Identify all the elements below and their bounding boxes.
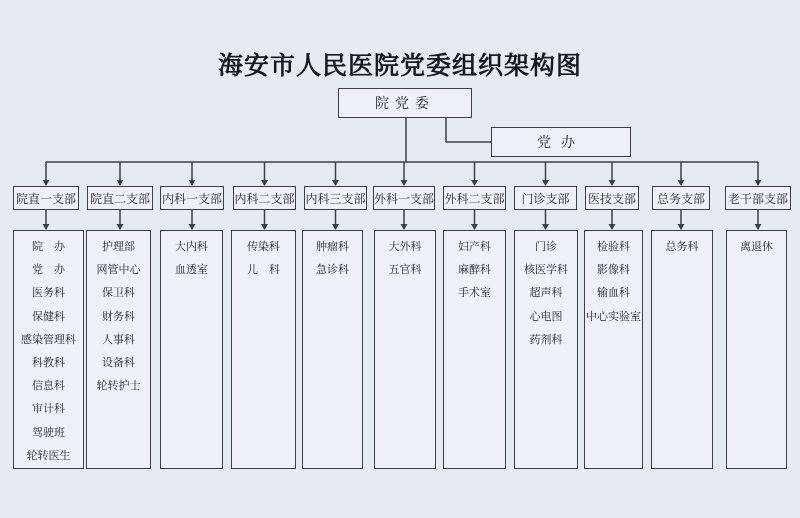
dept-item: 妇产科 [458, 240, 491, 253]
branch-node: 院直二支部 [87, 186, 153, 210]
dept-item: 五官科 [388, 263, 422, 277]
dept-item: 影像科 [597, 263, 630, 277]
dept-item: 中心实验室 [586, 309, 641, 323]
dept-item: 急诊科 [316, 263, 349, 277]
dept-item: 轮转医生 [26, 448, 71, 462]
dept-item: 护理部 [102, 240, 135, 253]
dept-item: 手术室 [458, 286, 491, 300]
branch-node: 内科三支部 [304, 186, 367, 210]
dept-item: 心电图 [529, 309, 563, 323]
dept-item: 审计科 [32, 402, 65, 416]
office-node: 党办 [491, 127, 631, 157]
branch-node: 内科二支部 [233, 186, 296, 210]
dept-item: 药剂科 [529, 332, 563, 346]
dept-item: 输血科 [597, 286, 630, 300]
root-node: 院党委 [338, 88, 472, 118]
dept-item: 人事科 [102, 332, 135, 346]
dept-item: 门诊 [535, 240, 557, 253]
dept-list-box [514, 230, 578, 469]
dept-list-box [13, 230, 84, 469]
chart-title: 海安市人民医院党委组织架构图 [217, 51, 582, 80]
branch-node: 门诊支部 [514, 186, 577, 210]
dept-list-box [86, 230, 151, 469]
dept-item: 离退休 [740, 240, 773, 253]
dept-item: 感染管理科 [21, 332, 76, 346]
dept-item: 超声科 [529, 286, 563, 300]
dept-item: 轮转护士 [96, 379, 141, 393]
branch-node: 院直一支部 [13, 186, 79, 210]
dept-item: 科教科 [32, 356, 65, 370]
dept-item: 血透室 [175, 263, 208, 277]
dept-item: 大外科 [388, 240, 422, 253]
branch-node: 医技支部 [585, 186, 639, 210]
dept-list-box [651, 230, 713, 469]
dept-item: 肿瘤科 [316, 240, 349, 253]
branch-node: 总务支部 [652, 186, 710, 210]
dept-item: 保卫科 [102, 286, 135, 300]
dept-item: 大内科 [175, 240, 208, 253]
dept-list-box [443, 230, 506, 469]
dept-item: 检验科 [597, 240, 630, 253]
dept-item: 设备科 [102, 356, 135, 370]
dept-item: 麻醉科 [458, 263, 491, 277]
branch-node: 老干部支部 [725, 186, 791, 210]
dept-list-box [160, 230, 223, 469]
dept-list-box [374, 230, 436, 469]
branch-node: 外科一支部 [373, 186, 435, 210]
dept-item: 医务科 [32, 286, 65, 300]
dept-item: 驾驶班 [32, 425, 65, 439]
dept-item: 网管中心 [96, 263, 141, 277]
dept-item: 财务科 [102, 309, 135, 323]
dept-item: 院 办 [32, 240, 65, 253]
dept-item: 总务科 [665, 240, 699, 253]
dept-list-box [584, 230, 643, 469]
dept-list-box [231, 230, 296, 469]
dept-item: 儿 科 [247, 263, 280, 277]
dept-item: 党 办 [32, 263, 65, 277]
dept-item: 保健科 [32, 309, 65, 323]
dept-list-box [726, 230, 787, 469]
dept-list-box [302, 230, 363, 469]
dept-item: 核医学科 [524, 263, 568, 277]
branch-node: 外科二支部 [443, 186, 506, 210]
dept-item: 传染科 [247, 240, 280, 253]
branch-node: 内科一支部 [160, 186, 224, 210]
dept-item: 信息科 [32, 379, 65, 393]
